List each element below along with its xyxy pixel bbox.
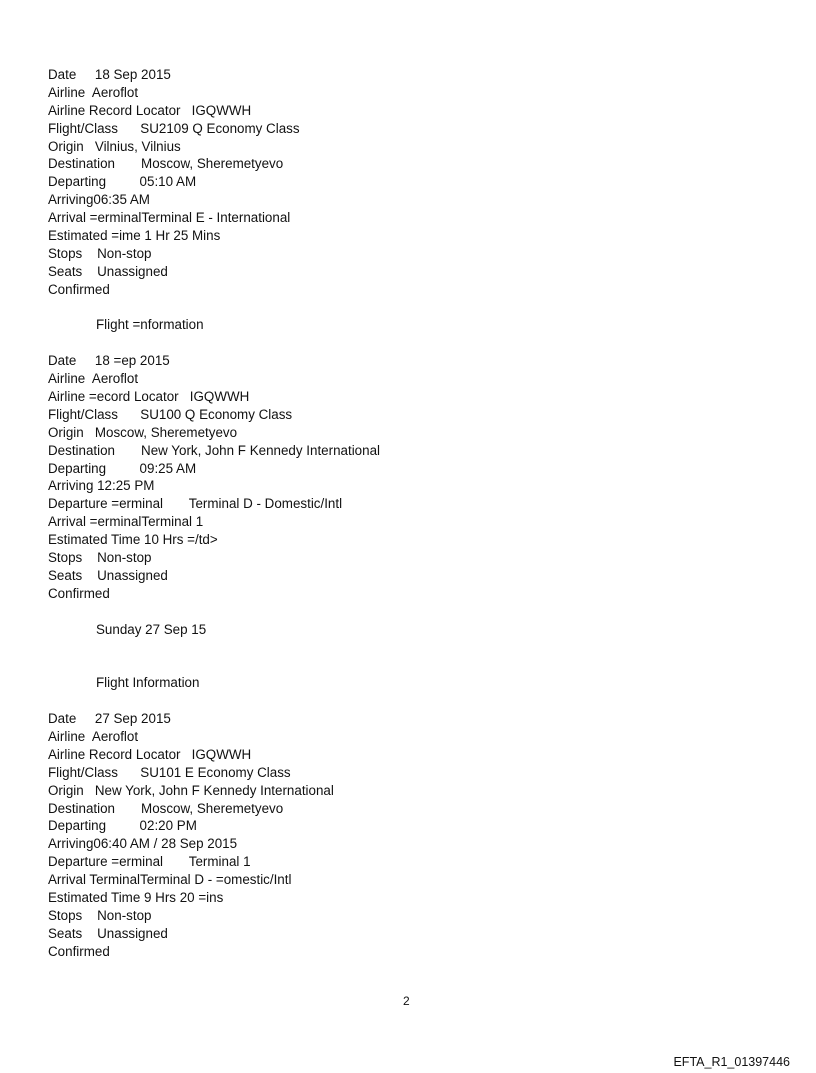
field-line: Stops Non-stop [48, 245, 152, 261]
flight-block-2 [48, 352, 748, 602]
field-line: Origin Vilnius, Vilnius [48, 138, 181, 154]
field-line: Airline Record Locator IGQWWH [48, 102, 252, 118]
field-line: Estimated =ime 1 Hr 25 Mins [48, 228, 221, 244]
section-heading: Flight =nformation [96, 317, 204, 333]
spacer [48, 639, 748, 657]
field-line: Departing 05:10 AM [48, 174, 197, 190]
field-line: Arriving06:35 AM [48, 192, 150, 208]
flight-block-1 [48, 66, 748, 299]
field-line: Airline Aeroflot [48, 728, 139, 744]
page-number: 2 [403, 994, 410, 1008]
flight-block-3 [48, 710, 748, 960]
field-line: Origin Moscow, Sheremetyevo [48, 424, 238, 440]
spacer [48, 656, 748, 674]
field-line: Arriving06:40 AM / 28 Sep 2015 [48, 836, 238, 852]
field-line: Departure =erminal Terminal D - Domestic/Intl [48, 496, 343, 512]
field-line: Seats Unassigned [48, 263, 168, 279]
field-line: Date 18 Sep 2015 [48, 67, 171, 82]
field-line: Arrival TerminalTerminal D - =omestic/Intl [48, 872, 292, 888]
document-body [48, 66, 748, 961]
field-line: Estimated Time 10 Hrs =/td> [48, 532, 218, 548]
field-line: Destination Moscow, Sheremetyevo [48, 156, 284, 172]
field-line: Departure =erminal Terminal 1 [48, 854, 251, 870]
field-line: Airline Record Locator IGQWWH [48, 746, 252, 762]
field-line: Stops Non-stop [48, 907, 152, 923]
day-heading: Sunday 27 Sep 15 [96, 621, 207, 637]
field-line: Flight/Class SU2109 Q Economy Class [48, 120, 300, 136]
field-line: Seats Unassigned [48, 925, 168, 941]
field-line: Confirmed [48, 943, 110, 959]
field-line: Arriving 12:25 PM [48, 478, 155, 494]
field-line: Date 27 Sep 2015 [48, 711, 171, 727]
field-line: Origin New York, John F Kennedy International [48, 782, 334, 798]
spacer [48, 692, 748, 710]
field-line: Departing 02:20 PM [48, 818, 197, 834]
field-line: Arrival =erminalTerminal E - International [48, 210, 291, 226]
spacer [48, 603, 748, 621]
field-line: Airline Aeroflot [48, 371, 139, 387]
spacer [48, 299, 748, 317]
spacer [48, 334, 748, 352]
field-line: Flight/Class SU101 E Economy Class [48, 764, 291, 780]
section-heading: Flight Information [96, 675, 200, 691]
field-line: Flight/Class SU100 Q Economy Class [48, 406, 293, 422]
field-line: Estimated Time 9 Hrs 20 =ins [48, 889, 224, 905]
field-line: Airline =ecord Locator IGQWWH [48, 389, 250, 405]
field-line: Arrival =erminalTerminal 1 [48, 514, 204, 530]
field-line: Destination Moscow, Sheremetyevo [48, 800, 284, 816]
field-line: Airline Aeroflot [48, 84, 139, 100]
field-line: Destination New York, John F Kennedy International [48, 442, 380, 458]
field-line: Confirmed [48, 281, 110, 297]
field-line: Stops Non-stop [48, 550, 152, 566]
field-line: Date 18 =ep 2015 [48, 353, 170, 369]
bates-number: EFTA_R1_01397446 [673, 1055, 790, 1069]
field-line: Seats Unassigned [48, 567, 168, 583]
field-line: Departing 09:25 AM [48, 460, 197, 476]
field-line: Confirmed [48, 585, 110, 601]
